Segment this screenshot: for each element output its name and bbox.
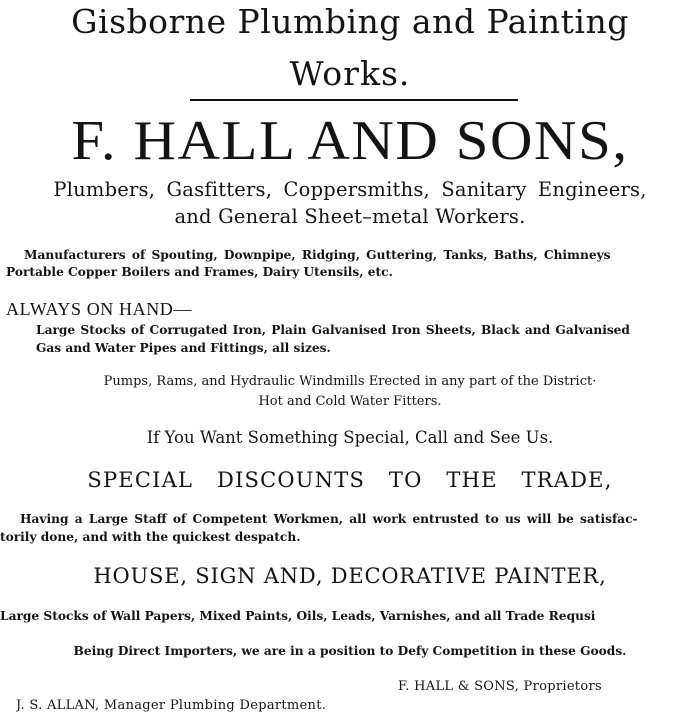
staff-line-1: Having a Large Staff of Competent Workmen, all work entrusted to us will be satisfac- [20,512,638,526]
staff-line-2: torily done, and with the quickest despatch. [0,530,301,544]
painter-heading: HOUSE, SIGN AND, DECORATIVE PAINTER, [93,564,607,588]
headline-line-1: Gisborne Plumbing and Painting [71,2,629,41]
manufacturers-line-1: Manufacturers of Spouting, Downpipe, Ridging, Guttering, Tanks, Baths, Chimneys [24,248,611,262]
manufacturers-line-2: Portable Copper Boilers and Frames, Dairy Utensils, etc. [6,265,393,279]
always-on-hand-heading: ALWAYS ON HAND— [6,299,193,319]
pumps-line-1: Pumps, Rams, and Hydraulic Windmills Erected in any part of the District· [103,374,597,389]
importers-line: Being Direct Importers, we are in a position to Defy Competition in these Goods. [73,644,627,658]
wallpapers-line: Large Stocks of Wall Papers, Mixed Paints, Oils, Leads, Varnishes, and all Trade Requsi [0,609,596,623]
pumps-line-2: Hot and Cold Water Fitters. [258,394,442,409]
business-name: F. HALL AND SONS, [71,110,629,172]
trades-line-2: and General Sheet–metal Workers. [174,205,526,228]
manager-line: J. S. ALLAN, Manager Plumbing Department. [16,698,327,713]
stock-line-1: Large Stocks of Corrugated Iron, Plain Galvanised Iron Sheets, Black and Galvanised [36,323,630,337]
call-line: If You Want Something Special, Call and See Us. [146,428,554,447]
stock-line-2: Gas and Water Pipes and Fittings, all sizes. [36,341,331,355]
discounts-heading: SPECIAL DISCOUNTS TO THE TRADE, [87,468,613,492]
trades-line-1: Plumbers, Gasfitters, Coppersmiths, Sanitary Engineers, [53,178,647,201]
proprietors-line: F. HALL & SONS, Proprietors [398,679,602,694]
headline-line-2: Works. [289,54,411,93]
headline-rule [190,99,518,101]
